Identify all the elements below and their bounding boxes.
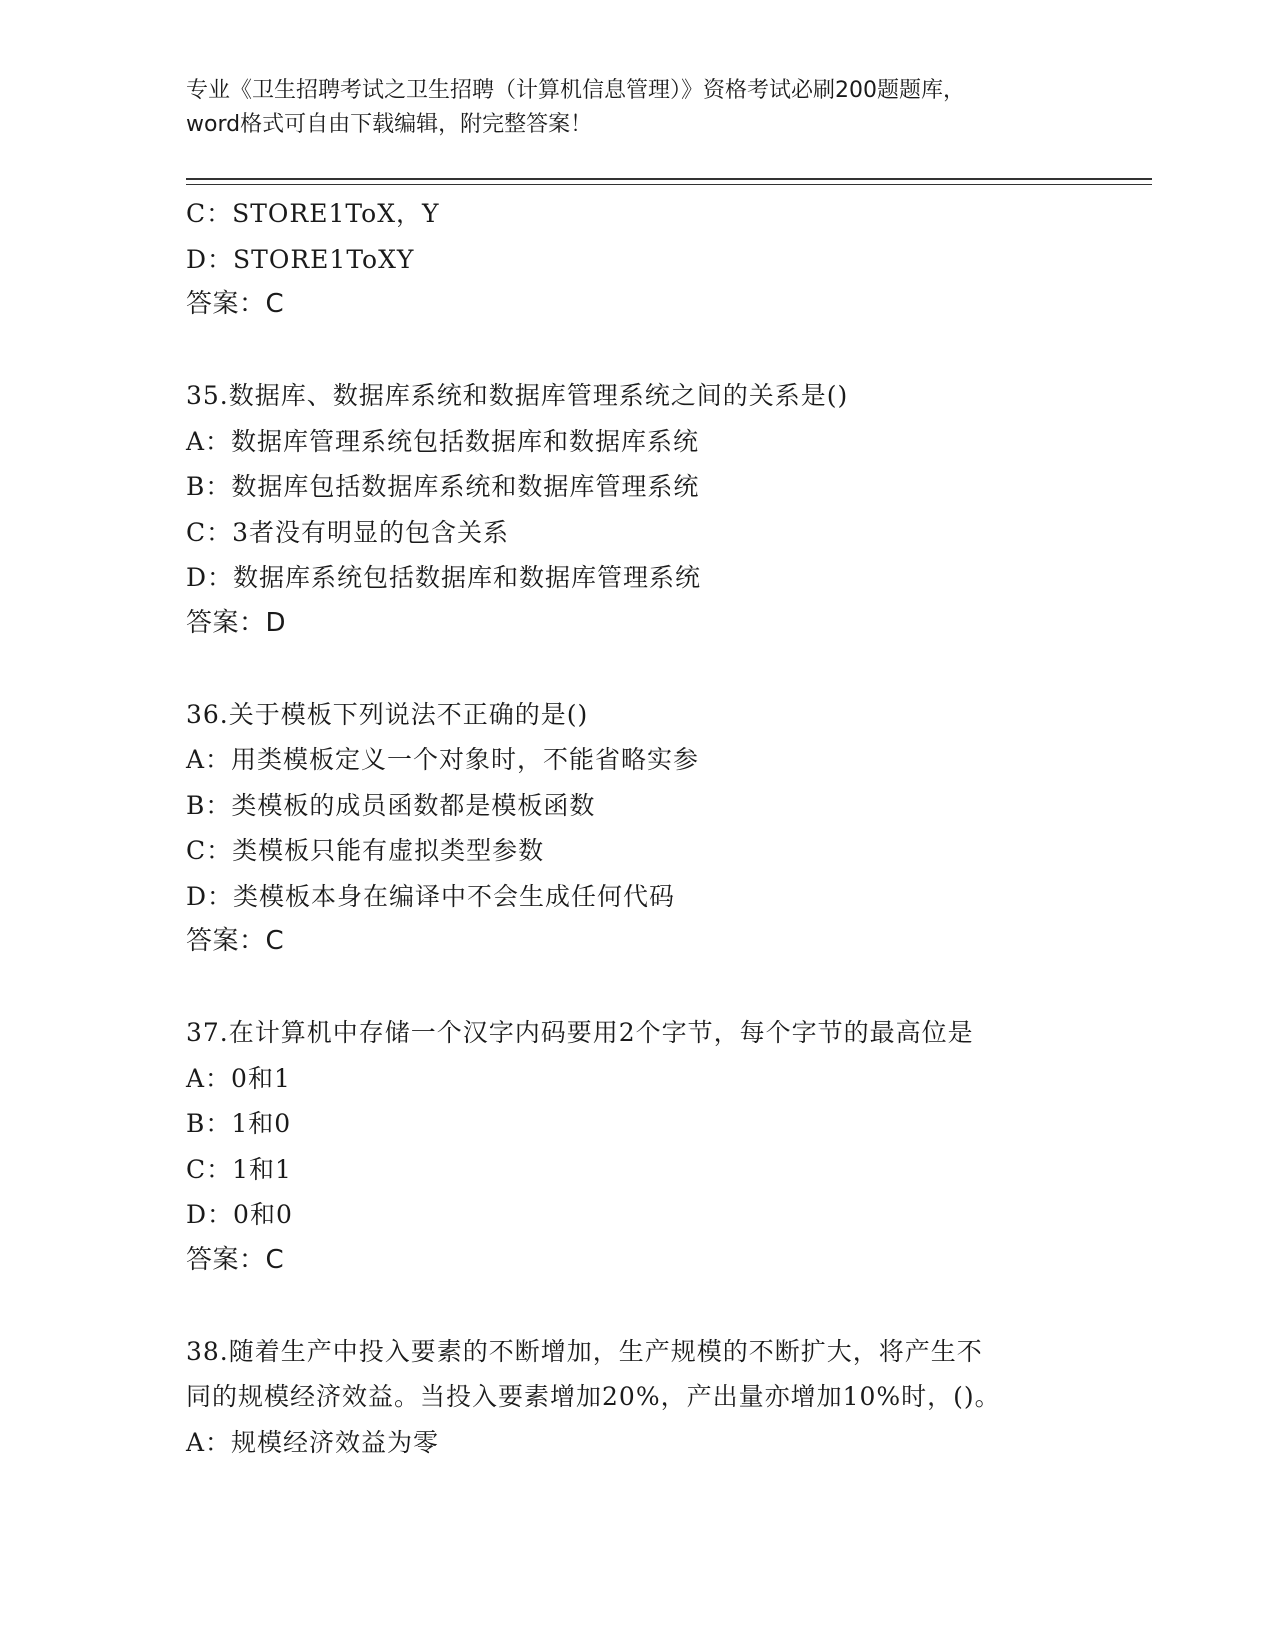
q34-answer: 答案：C (186, 289, 285, 319)
q37-option-a: A：0和1 (186, 1063, 291, 1093)
q36-answer: 答案：C (186, 926, 285, 956)
spacer (186, 646, 1086, 692)
q35-option-c: C：3者没有明显的包含关系 (186, 517, 510, 547)
q36-option-a: A：用类模板定义一个对象时，不能省略实参 (186, 745, 700, 774)
q36-option-c: C：类模板只能有虚拟类型参数 (186, 836, 545, 865)
header-divider-thick (186, 178, 1152, 180)
q35-question: 35.数据库、数据库系统和数据库管理系统之间的关系是() (186, 381, 849, 410)
question-list (186, 191, 1086, 1465)
q35-option-d: D：数据库系统包括数据库和数据库管理系统 (186, 563, 702, 592)
q37-question: 37.在计算机中存储一个汉字内码要用2个字节，每个字节的最高位是 (186, 1018, 974, 1047)
q38-question-line-1: 38.随着生产中投入要素的不断增加，生产规模的不断扩大，将产生不 (186, 1336, 983, 1366)
spacer (186, 328, 1086, 374)
q37-option-c: C：1和1 (186, 1154, 292, 1184)
q36-option-d: D：类模板本身在编译中不会生成任何代码 (186, 881, 676, 911)
q38-question-line-2: 同的规模经济效益。当投入要素增加20%，产出量亦增加10%时，()。 (186, 1382, 1001, 1411)
header-title-line-1: 专业《卫生招聘考试之卫生招聘（计算机信息管理）》资格考试必刷200题题库， (186, 78, 965, 103)
q34-option-c: C：STORE1ToX，Y (186, 199, 440, 228)
q36-question: 36.关于模板下列说法不正确的是() (186, 699, 589, 729)
q37-option-b: B：1和0 (186, 1109, 292, 1138)
q36-option-b: B：类模板的成员函数都是模板函数 (186, 790, 596, 820)
q35-option-a: A：数据库管理系统包括数据库和数据库系统 (186, 426, 700, 456)
document-header (186, 74, 1086, 142)
spacer (186, 965, 1086, 1011)
q35-answer: 答案：D (186, 607, 287, 638)
q35-option-b: B：数据库包括数据库系统和数据库管理系统 (186, 472, 700, 501)
q34-option-d: D：STORE1ToXY (186, 244, 415, 274)
q37-option-d: D：0和0 (186, 1200, 293, 1229)
spacer (186, 1283, 1086, 1329)
q37-answer: 答案：C (186, 1244, 285, 1275)
q38-option-a: A：规模经济效益为零 (186, 1427, 440, 1457)
header-title-line-2: word格式可自由下载编辑，附完整答案！ (186, 112, 593, 137)
header-divider-thin (186, 184, 1152, 185)
